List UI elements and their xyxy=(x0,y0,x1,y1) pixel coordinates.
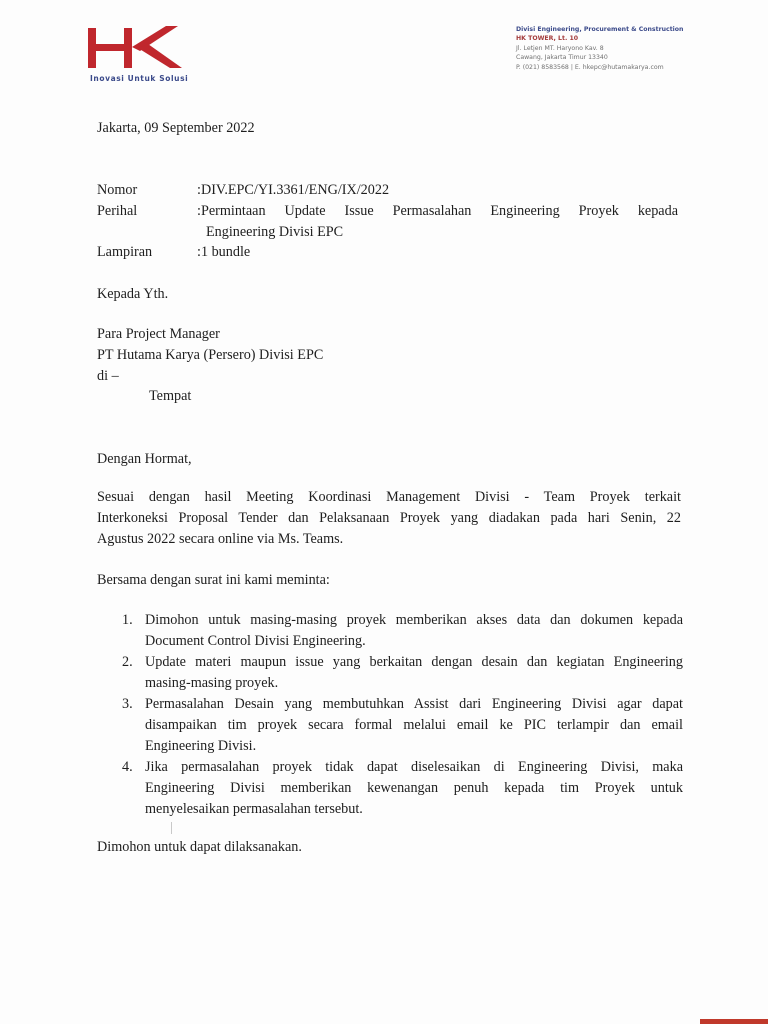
list-item-line: masing-masing proyek. xyxy=(145,675,279,691)
recipient-line: PT Hutama Karya (Persero) Divisi EPC xyxy=(97,347,324,363)
nomor-label: Nomor xyxy=(97,182,138,198)
list-number: 2. xyxy=(122,654,133,670)
list-item xyxy=(97,610,683,652)
paragraph-line: Interkoneksi Proposal Tender dan Pelaksanaan Proyek yang diadakan pada hari Senin, 22 xyxy=(97,510,681,526)
recipient-line: Para Project Manager xyxy=(97,326,220,342)
list-number: 1. xyxy=(122,612,133,628)
lampiran-label: Lampiran xyxy=(97,244,153,260)
address-division: Divisi Engineering, Procurement & Construction xyxy=(516,26,684,33)
list-item-line: Dimohon untuk masing-masing proyek memberikan akses data dan dokumen kepada xyxy=(145,612,683,628)
perihal-label: Perihal xyxy=(97,203,138,219)
request-list xyxy=(97,610,683,820)
address-contact: P. (021) 8583568 | E. hkepc@hutamakarya.com xyxy=(516,63,664,71)
list-item xyxy=(97,652,683,694)
list-item xyxy=(97,694,683,757)
paragraph-line: Sesuai dengan hasil Meeting Koordinasi Management Divisi - Team Proyek terkait xyxy=(97,489,681,505)
closing-line: Dimohon untuk dapat dilaksanakan. xyxy=(97,839,302,855)
address-street: Jl. Letjen MT. Haryono Kav. 8 xyxy=(516,44,604,52)
perihal-value-continued: Engineering Divisi EPC xyxy=(206,224,344,240)
lampiran-value: :1 bundle xyxy=(197,244,251,260)
opening-paragraph xyxy=(97,487,681,550)
logo-tagline: Inovasi Untuk Solusi xyxy=(90,74,189,83)
list-item-line: disampaikan tim proyek secara formal melalui email ke PIC terlampir dan email xyxy=(145,717,683,733)
list-number: 3. xyxy=(122,696,133,712)
address-tower: HK TOWER, Lt. 10 xyxy=(516,35,579,43)
salutation: Dengan Hormat, xyxy=(97,451,192,467)
list-number: 4. xyxy=(122,759,133,775)
scan-mark xyxy=(171,822,172,834)
letterhead-address xyxy=(516,25,683,72)
list-item-line: Update materi maupun issue yang berkaitan dengan desain dan kegiatan Engineering xyxy=(145,654,683,670)
recipient-line: di – xyxy=(97,368,119,384)
kepada-yth: Kepada Yth. xyxy=(97,286,169,302)
list-item-line: Permasalahan Desain yang membutuhkan Assist dari Engineering Divisi agar dapat xyxy=(145,696,683,712)
request-intro: Bersama dengan surat ini kami meminta: xyxy=(97,572,330,588)
footer-accent-bar xyxy=(700,1019,768,1024)
paragraph-line: Agustus 2022 secara online via Ms. Teams. xyxy=(97,531,344,547)
recipient-place: Tempat xyxy=(149,388,192,404)
list-item-line: Engineering Divisi. xyxy=(145,738,257,754)
list-item-line: Engineering Divisi memberikan kewenangan penuh kepada tim Proyek untuk xyxy=(145,780,683,796)
perihal-value: :Permintaan Update Issue Permasalahan Engineering Proyek kepada xyxy=(197,203,678,219)
address-city: Cawang, Jakarta Timur 13340 xyxy=(516,54,608,62)
letter-date: Jakarta, 09 September 2022 xyxy=(97,120,255,136)
list-item-line: menyelesaikan permasalahan tersebut. xyxy=(145,801,363,817)
list-item-line: Document Control Divisi Engineering. xyxy=(145,633,366,649)
hk-logo-mark-icon xyxy=(88,22,198,72)
list-item-line: Jika permasalahan proyek tidak dapat diselesaikan di Engineering Divisi, maka xyxy=(145,759,683,775)
list-item xyxy=(97,757,683,820)
nomor-value: :DIV.EPC/YI.3361/ENG/IX/2022 xyxy=(197,182,390,198)
